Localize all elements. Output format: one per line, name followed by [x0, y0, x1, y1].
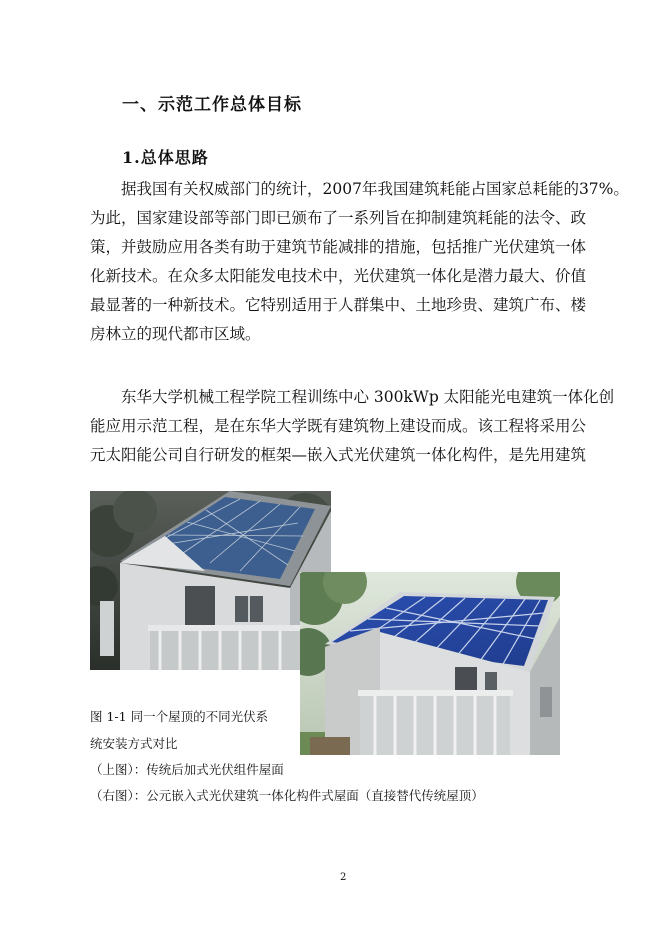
- paragraph-line: 据我国有关权威部门的统计，2007年我国建筑耗能占国家总耗能的37%。: [121, 180, 629, 198]
- house-photo-traditional: [90, 491, 331, 670]
- paragraph-line: 元太阳能公司自行研发的框架—嵌入式光伏建筑一体化构件，是先用建筑: [90, 446, 587, 464]
- figure-caption-line: （上图）：传统后加式光伏组件屋面: [90, 762, 284, 777]
- paragraph-1: [90, 175, 629, 349]
- figure-caption-line: 图 1-1 同一个屋顶的不同光伏系: [90, 709, 269, 724]
- paragraph-line: 化新技术。在众多太阳能发电技术中，光伏建筑一体化是潜力最大、价值: [90, 267, 587, 285]
- figure-caption-line: （右图）：公元嵌入式光伏建筑一体化构件式屋面（直接替代传统屋顶）: [90, 788, 484, 803]
- page-number: 2: [340, 872, 347, 883]
- figure-caption-line: 统安装方式对比: [90, 736, 178, 751]
- house-photo-integrated: [300, 572, 560, 755]
- subsection-heading: 1.总体思路: [122, 148, 209, 167]
- paragraph-line: 东华大学机械工程学院工程训练中心 300kWp 太阳能光电建筑一体化创: [121, 388, 615, 406]
- paragraph-line: 最显著的一种新技术。它特别适用于人群集中、土地珍贵、建筑广布、楼: [90, 296, 587, 314]
- paragraph-2: [90, 383, 615, 470]
- section-heading: 一、示范工作总体目标: [122, 95, 302, 115]
- paragraph-line: 能应用示范工程，是在东华大学既有建筑物上建设而成。该工程将采用公: [90, 417, 587, 435]
- paragraph-line: 为此，国家建设部等部门即已颁布了一系列旨在抑制建筑耗能的法令、政: [90, 209, 587, 227]
- paragraph-line: 策，并鼓励应用各类有助于建筑节能减排的措施，包括推广光伏建筑一体: [90, 238, 587, 256]
- paragraph-line: 房林立的现代都市区域。: [90, 325, 261, 343]
